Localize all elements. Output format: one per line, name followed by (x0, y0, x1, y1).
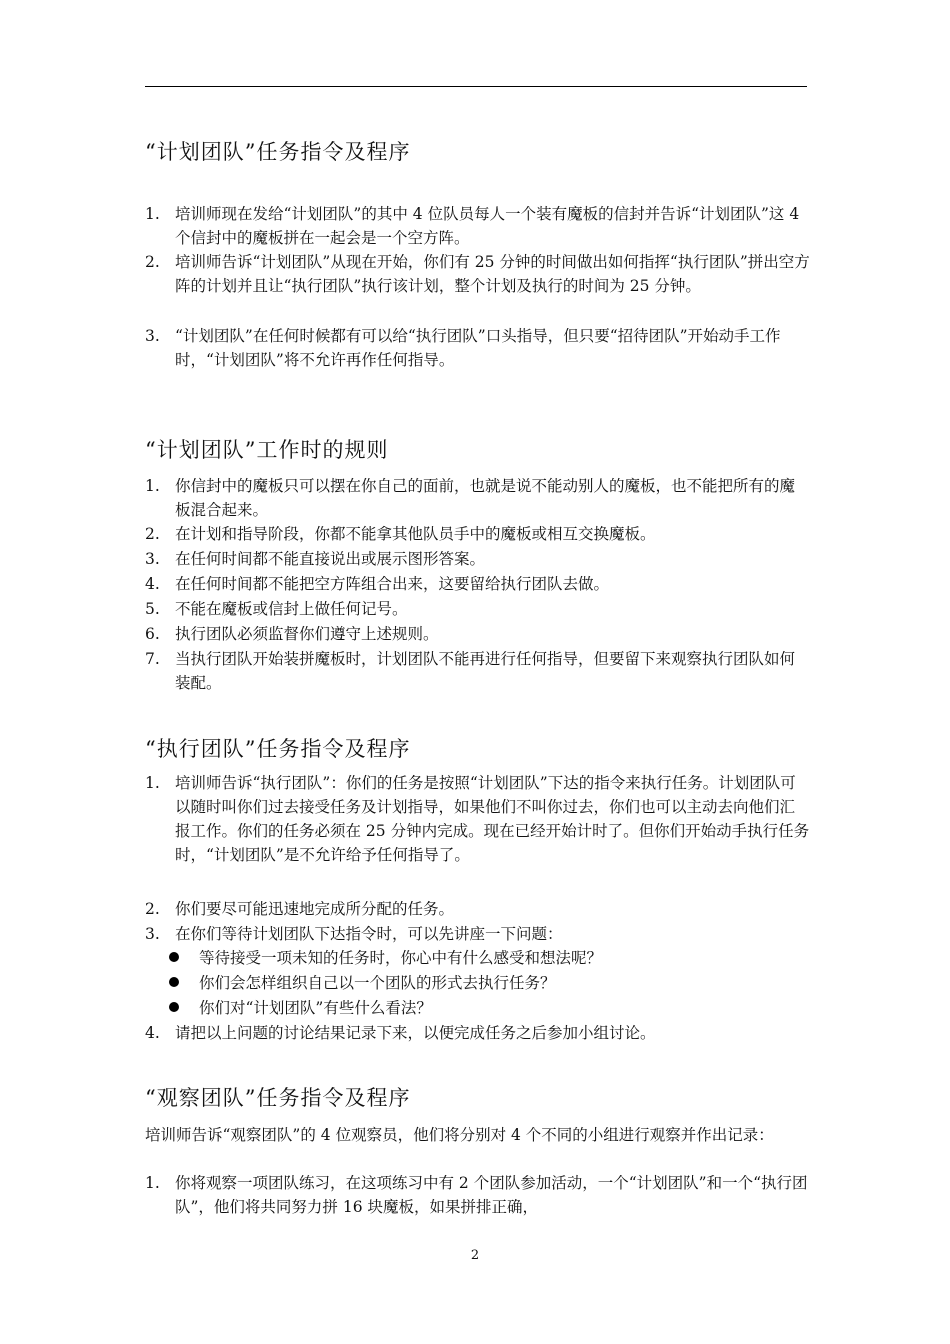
list-number: 1. (145, 774, 160, 792)
list-item (145, 1021, 810, 1045)
list-item (145, 202, 810, 250)
bullet-dot-icon (169, 1002, 179, 1012)
list-number: 2. (145, 525, 160, 543)
list-text: 当执行团队开始装拼魔板时，计划团队不能再进行任何指导，但要留下来观察执行团队如何装配。 (175, 650, 796, 692)
list-number: 2. (145, 253, 160, 271)
list-number: 1. (145, 1174, 160, 1192)
list-text: 在计划和指导阶段，你都不能拿其他队员手中的魔板或相互交换魔板。 (175, 525, 656, 543)
list-text: 培训师告诉“执行团队”：你们的任务是按照“计划团队”下达的指令来执行任务。计划团队可以随时叫你们过去接受任务及计划指导，如果他们不叫你过去，你们也可以主动去向他们汇报工作。你们的任务必须在 25 分钟内完成。现在已经开始计时了。但你们开始动手执行任务时，“计划团队”是不允许给予任何指导了。 (175, 774, 810, 864)
list-number: 4. (145, 1024, 160, 1042)
bullet-item (169, 971, 556, 995)
list-number: 1. (145, 477, 160, 495)
list-text: 培训师告诉“计划团队”从现在开始，你们有 25 分钟的时间做出如何指挥“执行团队”拼出空方阵的计划并且让“执行团队”执行该计划，整个计划及执行的时间为 25 分钟。 (175, 253, 810, 295)
bullet-item (169, 996, 432, 1020)
list-number: 4. (145, 575, 160, 593)
section-heading-planning-rules: “计划团队”工作时的规则 (145, 438, 389, 462)
section-heading-observation-team: “观察团队”任务指令及程序 (145, 1086, 411, 1110)
list-text: 请把以上问题的讨论结果记录下来，以便完成任务之后参加小组讨论。 (175, 1024, 656, 1042)
list-number: 6. (145, 625, 160, 643)
list-item (145, 547, 810, 571)
list-item (145, 572, 810, 596)
list-item (145, 897, 810, 921)
list-item (145, 474, 810, 522)
list-number: 3. (145, 925, 160, 943)
page-number: 2 (470, 1248, 480, 1263)
list-item (145, 647, 810, 695)
list-number: 5. (145, 600, 160, 618)
list-text: 培训师现在发给“计划团队”的其中 4 位队员每人一个装有魔板的信封并告诉“计划团队”这 4 个信封中的魔板拼在一起会是一个空方阵。 (175, 205, 800, 247)
list-item (145, 250, 810, 298)
list-number: 7. (145, 650, 160, 668)
list-number: 3. (145, 327, 160, 345)
list-item (145, 922, 810, 946)
list-item (145, 771, 810, 867)
list-number: 1. (145, 205, 160, 223)
list-item (145, 1171, 810, 1219)
list-text: 在任何时间都不能直接说出或展示图形答案。 (175, 550, 486, 568)
list-item (145, 622, 810, 646)
header-rule (145, 86, 807, 87)
list-text: “计划团队”在任何时候都有可以给“执行团队”口头指导，但只要“招待团队”开始动手工作时，“计划团队”将不允许再作任何指导。 (175, 327, 781, 369)
bullet-text: 你们对“计划团队”有些什么看法？ (199, 999, 432, 1017)
list-item (145, 324, 810, 372)
bullet-dot-icon (169, 977, 179, 987)
list-number: 3. (145, 550, 160, 568)
list-text: 执行团队必须监督你们遵守上述规则。 (175, 625, 439, 643)
bullet-text: 你们会怎样组织自己以一个团队的形式去执行任务？ (199, 974, 556, 992)
bullet-item (169, 946, 602, 970)
list-text: 在任何时间都不能把空方阵组合出来，这要留给执行团队去做。 (175, 575, 610, 593)
list-text: 在你们等待计划团队下达指令时，可以先讲座一下问题： (175, 925, 563, 943)
section-heading-execution-team: “执行团队”任务指令及程序 (145, 737, 411, 761)
list-item (145, 522, 810, 546)
list-item (145, 597, 810, 621)
bullet-text: 等待接受一项未知的任务时，你心中有什么感受和想法呢？ (199, 949, 603, 967)
list-text: 你们要尽可能迅速地完成所分配的任务。 (175, 900, 455, 918)
list-text: 你信封中的魔板只可以摆在你自己的面前，也就是说不能动别人的魔板，也不能把所有的魔板混合起来。 (175, 477, 796, 519)
list-number: 2. (145, 900, 160, 918)
bullet-dot-icon (169, 952, 179, 962)
list-text: 不能在魔板或信封上做任何记号。 (175, 600, 408, 618)
list-text: 你将观察一项团队练习，在这项练习中有 2 个团队参加活动，一个“计划团队”和一个“执行团队”，他们将共同努力拼 16 块魔板，如果拼排正确， (175, 1174, 808, 1216)
section-heading-planning-team: “计划团队”任务指令及程序 (145, 140, 411, 164)
intro-paragraph: 培训师告诉“观察团队”的 4 位观察员，他们将分别对 4 个不同的小组进行观察并作出记录： (145, 1126, 774, 1144)
